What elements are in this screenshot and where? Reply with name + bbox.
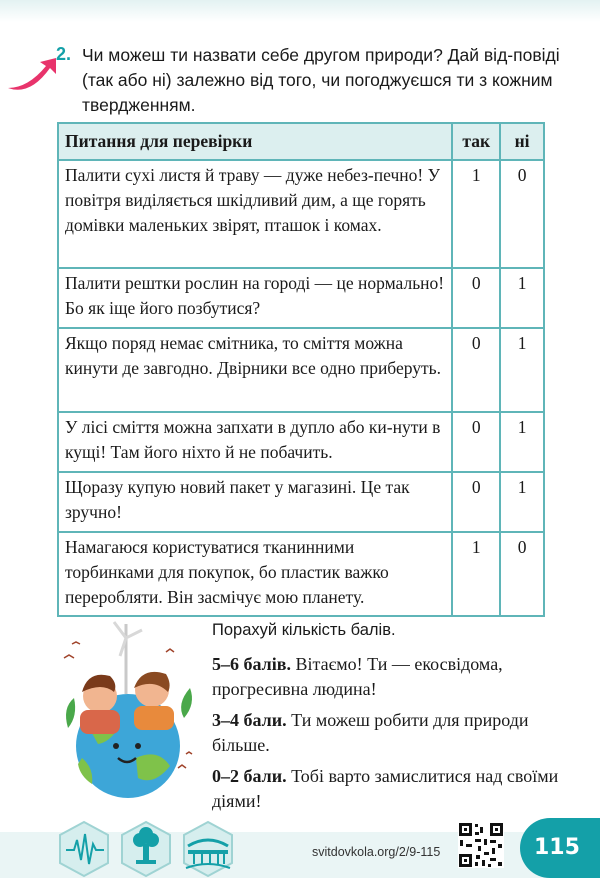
- statement-cell: Якщо поряд немає смітника, то сміття можна кинути де завгодно. Двірники все одно приберуть.: [58, 328, 452, 412]
- statement-cell: Щоразу купую новий пакет у магазині. Це так зручно!: [58, 472, 452, 532]
- table-row: [58, 532, 544, 616]
- question-number: 2.: [56, 44, 72, 64]
- yes-cell: 1: [452, 532, 500, 616]
- footer-url[interactable]: svitdovkola.org/2/9-115: [312, 845, 441, 859]
- yes-cell: 0: [452, 268, 500, 328]
- no-cell: 1: [500, 412, 544, 472]
- no-cell: 1: [500, 472, 544, 532]
- scoring-section: [212, 618, 562, 820]
- seismograph-icon: [58, 820, 110, 878]
- table-row: [58, 472, 544, 532]
- table-row: [58, 328, 544, 412]
- header-yes: так: [452, 123, 500, 160]
- statement-cell: Палити рештки рослин на городі — це нормально! Бо як іще його позбутися?: [58, 268, 452, 328]
- header-no: ні: [500, 123, 544, 160]
- table-row: [58, 268, 544, 328]
- yes-cell: 0: [452, 328, 500, 412]
- table-header-row: [58, 123, 544, 160]
- qr-code-icon[interactable]: [458, 822, 504, 868]
- score-range: 3–4 бали.: [212, 709, 287, 730]
- score-level: [212, 708, 562, 759]
- score-text: Ти можеш робити для природи більше.: [212, 709, 529, 755]
- statement-cell: У лісі сміття можна запхати в дупло або ки-нути в кущі! Там його ніхто й не побачить.: [58, 412, 452, 472]
- statement-cell: Намагаюся користуватися тканинними торбинками для покупок, бо пластик важко переробляти. Він засмічує мою планету.: [58, 532, 452, 616]
- question-text: Чи можеш ти назвати себе другом природи? Дай від-повіді (так або ні) залежно від того, чи погоджуєшся ти з кожним твердженням.: [82, 45, 560, 115]
- no-cell: 0: [500, 160, 544, 268]
- yes-cell: 0: [452, 472, 500, 532]
- score-level: [212, 652, 562, 703]
- page-number: 115: [520, 818, 600, 878]
- score-range: 5–6 балів.: [212, 653, 291, 674]
- score-text: Вітаємо! Ти — екосвідома, прогресивна людина!: [212, 653, 503, 699]
- no-cell: 0: [500, 532, 544, 616]
- footer: [0, 820, 600, 878]
- header-question: Питання для перевірки: [58, 123, 452, 160]
- bridge-icon: [182, 820, 234, 878]
- statement-cell: Палити сухі листя й траву — дуже небез-печно! У повітря виділяється шкідливий дим, а ще горять домівки маленьких звірят, пташок і комах.: [58, 160, 452, 268]
- no-cell: 1: [500, 268, 544, 328]
- quiz-table: [57, 122, 545, 617]
- kids-on-earth-illustration: [58, 618, 198, 804]
- no-cell: 1: [500, 328, 544, 412]
- yes-cell: 1: [452, 160, 500, 268]
- pink-arrow-icon: [6, 58, 58, 98]
- table-row: [58, 160, 544, 268]
- table-row: [58, 412, 544, 472]
- score-range: 0–2 бали.: [212, 765, 287, 786]
- explosion-cloud-icon: [120, 820, 172, 878]
- score-level: [212, 764, 562, 815]
- yes-cell: 0: [452, 412, 500, 472]
- score-text: Тобі варто замислитися над своїми діями!: [212, 765, 559, 811]
- top-band: [0, 0, 600, 22]
- scoring-intro: Порахуй кількість балів.: [212, 621, 396, 639]
